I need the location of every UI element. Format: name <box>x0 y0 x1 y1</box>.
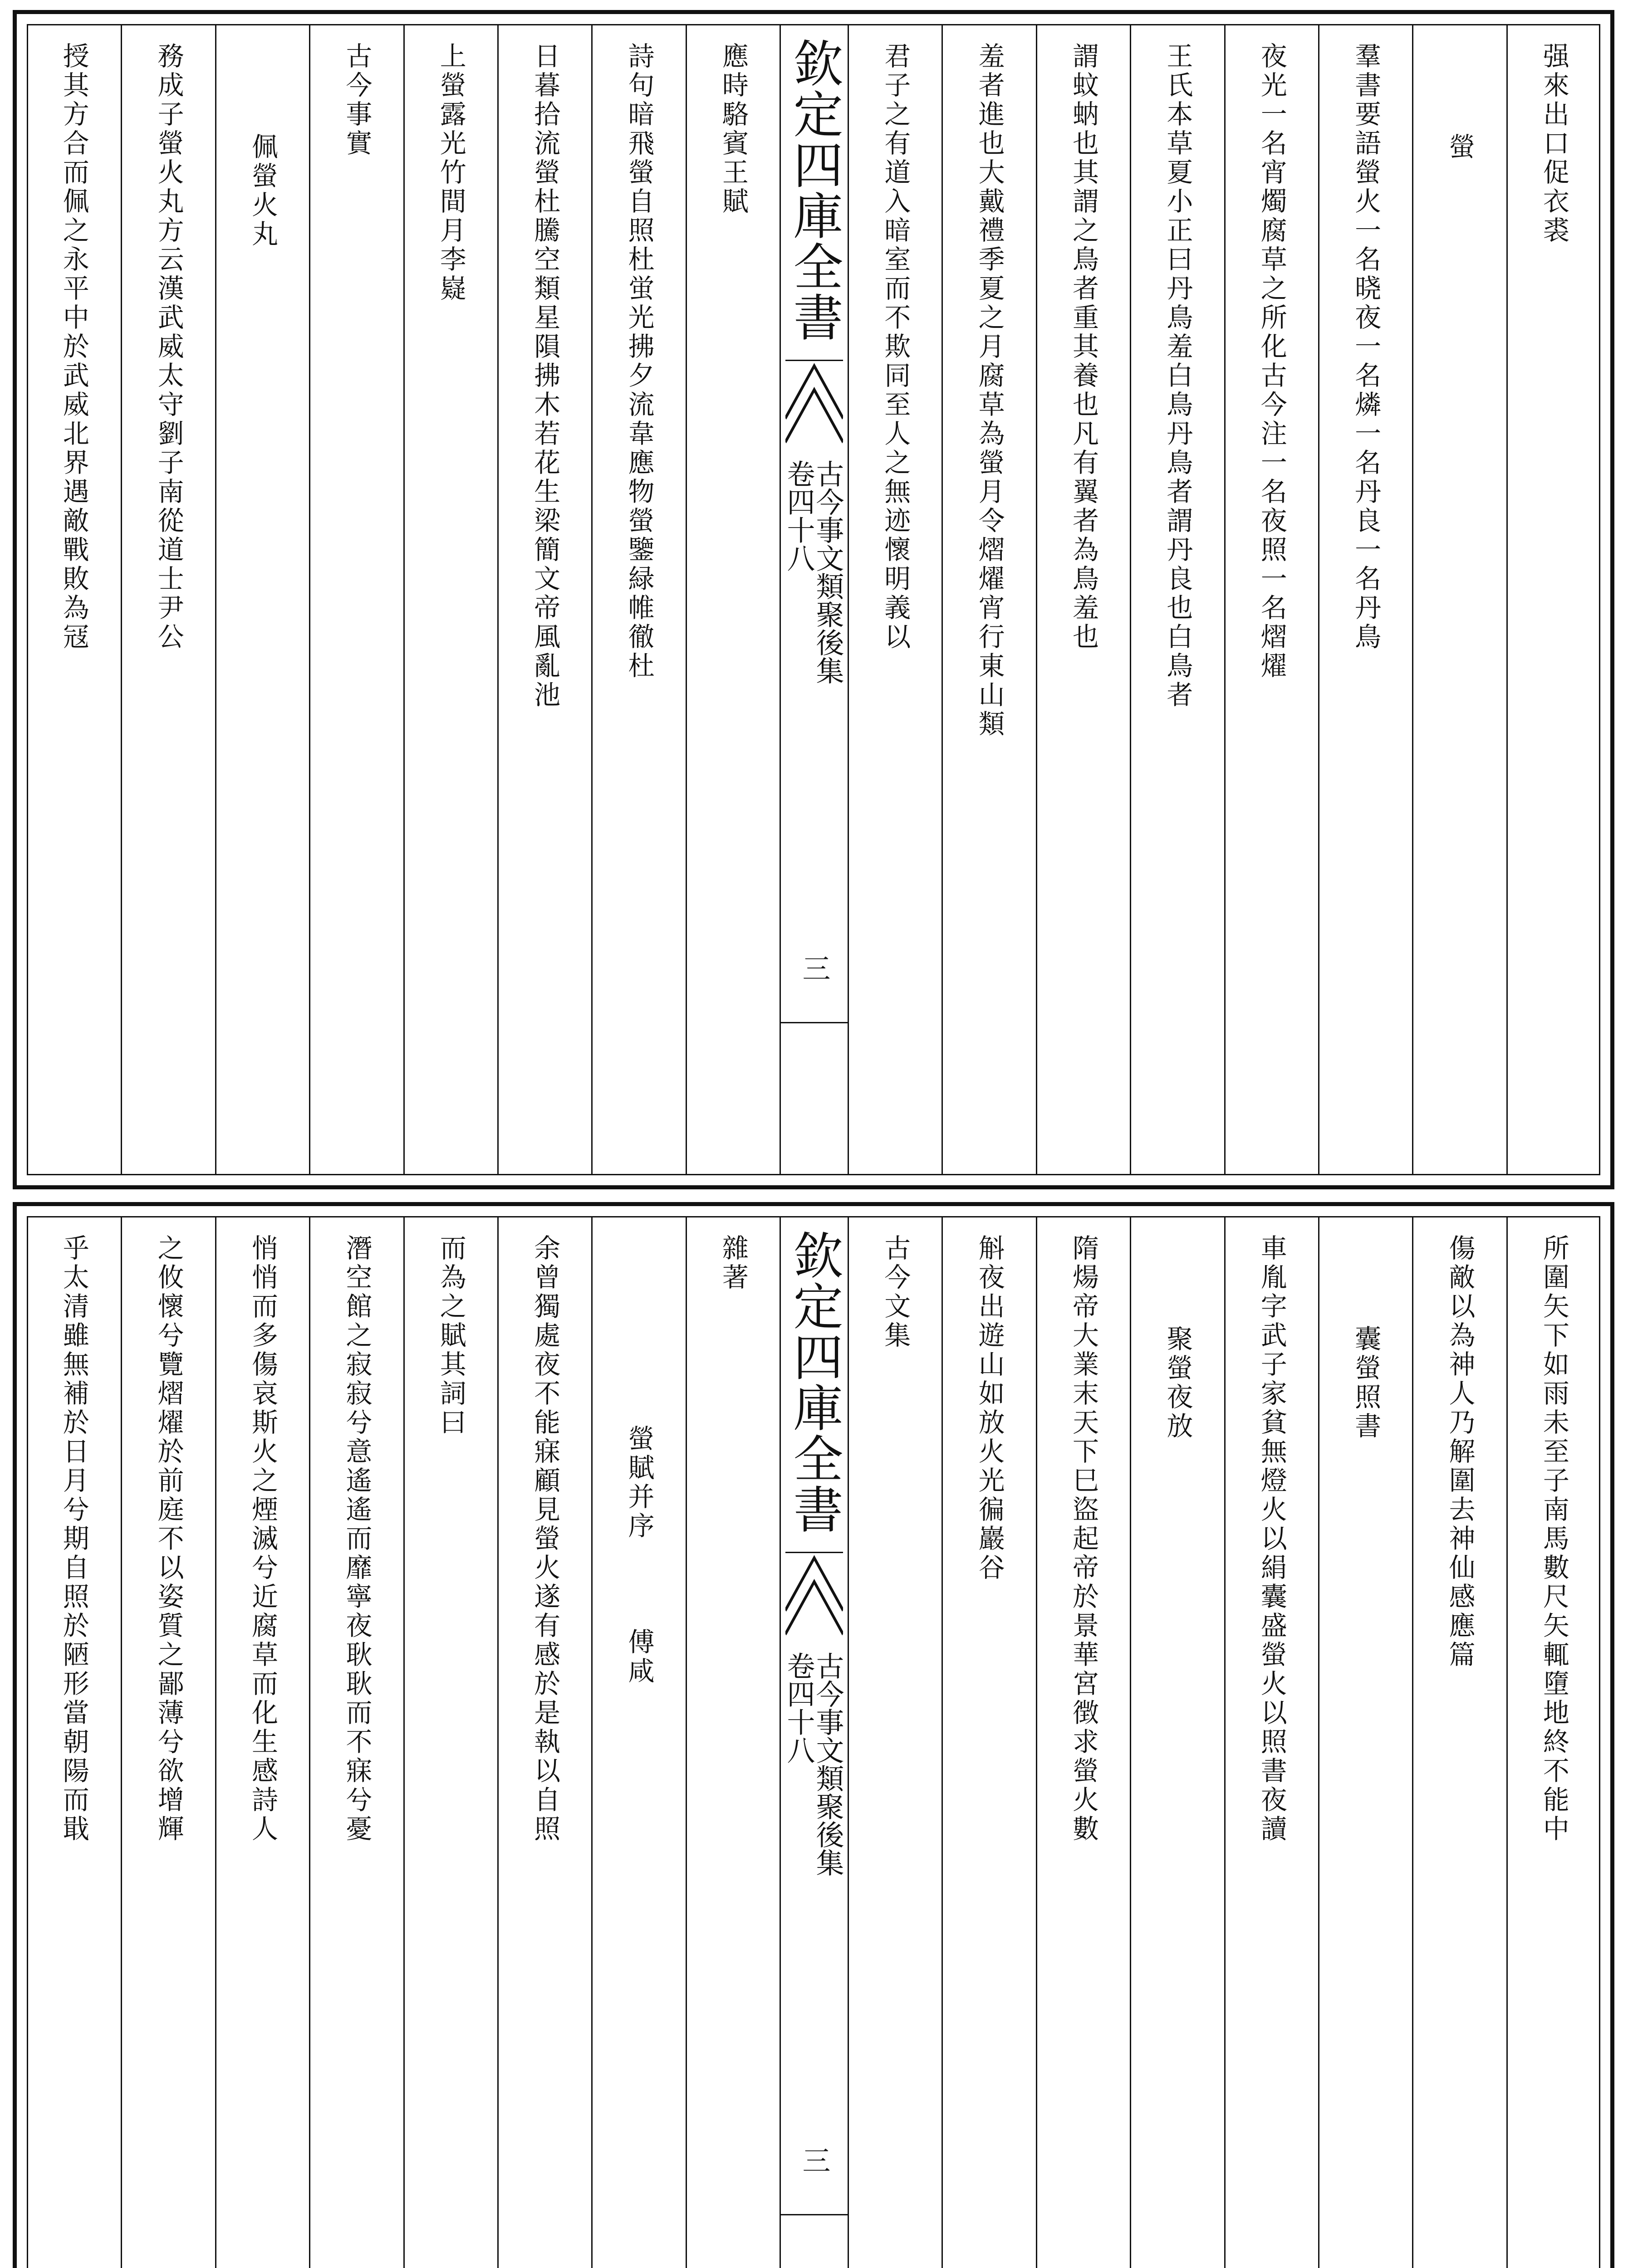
column-text: 余曾獨處夜不能寐顧見螢火遂有感於是執以自照 <box>530 1234 561 1844</box>
column-text: 雜著 <box>717 1234 749 1292</box>
text-column <box>1412 24 1506 1175</box>
text-column <box>1318 24 1412 1175</box>
text-column <box>1130 24 1224 1175</box>
column-text: 車胤字武子家貧無燈火以絹囊盛螢火以照書夜讀 <box>1256 1234 1287 1844</box>
text-column <box>215 24 309 1175</box>
text-column <box>497 24 591 1175</box>
upper-page <box>13 10 1614 1189</box>
column-text: 强來出口促衣裘 <box>1538 42 1569 245</box>
column-text: 隋煬帝大業末天下巳盜起帝於景華宮徴求螢火數 <box>1068 1234 1099 1844</box>
text-column <box>1412 1216 1506 2268</box>
text-column <box>1036 24 1130 1175</box>
column-text: 務成子螢火丸方云漢武威太守劉子南從道士尹公 <box>153 42 184 652</box>
text-column <box>1224 24 1318 1175</box>
text-column <box>27 24 121 1175</box>
fold-page-number: 三 <box>798 2146 831 2174</box>
column-text: 聚螢夜放 <box>1162 1325 1193 1441</box>
column-text: 上螢露光竹間月李嶷 <box>435 42 466 303</box>
fold-volume: 卷四十八 <box>782 1652 815 1764</box>
lower-page-columns <box>27 1216 1600 2268</box>
fishtail-mark <box>785 360 843 456</box>
text-column <box>497 1216 591 2268</box>
fold-page-number: 三 <box>798 954 831 982</box>
upper-page-columns <box>27 24 1600 1175</box>
text-column <box>403 24 497 1175</box>
column-text: 潛空館之寂寂兮意遙遙而靡寧夜耿耿而不寐兮憂 <box>341 1234 373 1844</box>
column-text: 古今事實 <box>341 42 373 158</box>
text-column <box>591 1216 685 2268</box>
text-column <box>686 24 780 1175</box>
column-text: 羞者進也大戴禮季夏之月腐草為螢月令熠燿宵行東山類 <box>974 42 1005 739</box>
text-column <box>121 24 215 1175</box>
text-column <box>941 1216 1035 2268</box>
column-text: 悄悄而多傷哀斯火之煙滅兮近腐草而化生感詩人 <box>247 1234 278 1844</box>
column-text: 而為之賦其詞曰 <box>435 1234 466 1437</box>
text-column <box>1506 24 1600 1175</box>
column-text: 佩螢火丸 <box>247 133 278 249</box>
column-text: 乎太清雖無補於日月兮期自照於陋形當朝陽而戢 <box>58 1234 89 1844</box>
lower-page <box>13 1202 1614 2268</box>
text-column <box>27 1216 121 2268</box>
text-column <box>309 1216 403 2268</box>
column-text: 謂蚊蚋也其謂之鳥者重其養也凡有翼者為鳥羞也 <box>1068 42 1099 652</box>
fishtail-mark <box>785 1552 843 1648</box>
column-text: 詩句暗飛螢自照杜蛍光拂夕流韋應物螢鑒緑帷徹杜 <box>623 42 655 681</box>
column-text: 所圍矢下如雨未至子南馬數尺矢輒墮地終不能中 <box>1538 1234 1569 1844</box>
column-text: 日暮拾流螢杜騰空類星隕拂木若花生梁簡文帝風亂池 <box>530 42 561 710</box>
center-fold-column <box>780 1216 848 2268</box>
column-text: 螢 <box>1444 133 1476 162</box>
column-text: 螢賦并序 傅咸 <box>623 1425 655 1686</box>
text-column <box>1130 1216 1224 2268</box>
text-column <box>1318 1216 1412 2268</box>
fold-title: 欽定四庫全書 <box>785 1230 843 1535</box>
text-column <box>1036 1216 1130 2268</box>
fold-book-title: 古今事文類聚後集 <box>811 1652 844 1877</box>
column-text: 囊螢照書 <box>1350 1325 1382 1441</box>
center-fold-column <box>780 24 848 1175</box>
text-column <box>403 1216 497 2268</box>
column-text: 應時駱賓王賦 <box>717 42 749 216</box>
fold-volume: 卷四十八 <box>782 459 815 572</box>
text-column <box>941 24 1035 1175</box>
column-text: 夜光一名宵燭腐草之所化古今注一名夜照一名熠燿 <box>1256 42 1287 681</box>
fold-book-title: 古今事文類聚後集 <box>811 459 844 684</box>
text-column <box>215 1216 309 2268</box>
fold-title: 欽定四庫全書 <box>785 38 843 342</box>
column-text: 授其方合而佩之永平中於武威北界遇敵戰敗為冦 <box>58 42 89 652</box>
column-text: 王氏本草夏小正曰丹鳥羞白鳥丹鳥者謂丹良也白鳥者 <box>1162 42 1193 710</box>
fold-bottom-rule <box>781 2214 848 2215</box>
column-text: 君子之有道入暗室而不欺同至人之無迹懷明義以 <box>880 42 911 652</box>
text-column <box>686 1216 780 2268</box>
text-column <box>848 1216 941 2268</box>
column-text: 之攸懷兮覽熠燿於前庭不以姿質之鄙薄兮欲增輝 <box>153 1234 184 1844</box>
text-column <box>1224 1216 1318 2268</box>
column-text: 羣書要語螢火一名𣇈夜一名燐一名丹良一名丹鳥 <box>1350 42 1382 652</box>
text-column <box>309 24 403 1175</box>
text-column <box>1506 1216 1600 2268</box>
text-column <box>121 1216 215 2268</box>
fold-bottom-rule <box>781 1022 848 1023</box>
column-text: 古今文集 <box>880 1234 911 1350</box>
column-text: 斛夜出遊山如放火光徧巖谷 <box>974 1234 1005 1583</box>
text-column <box>848 24 941 1175</box>
text-column <box>591 24 685 1175</box>
column-text: 傷敵以為神人乃解圍去神仙感應篇 <box>1444 1234 1476 1670</box>
